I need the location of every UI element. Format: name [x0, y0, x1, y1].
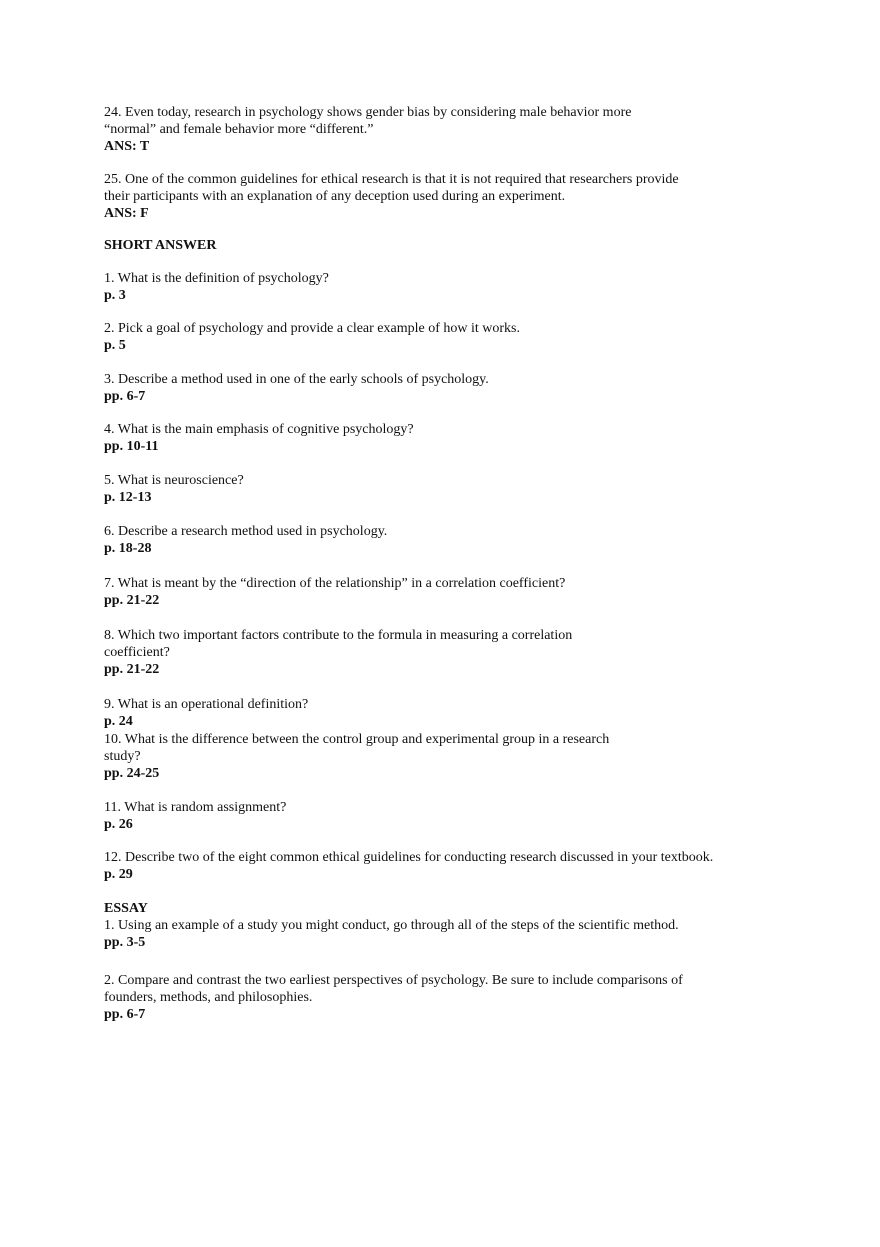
question-line: “normal” and female behavior more “different.” — [104, 122, 374, 137]
short-answer-item-4 — [104, 421, 754, 455]
short-answer-item-11 — [104, 799, 754, 833]
page-reference: p. 29 — [104, 867, 133, 882]
tf-question-25 — [104, 171, 754, 222]
section-heading: SHORT ANSWER — [104, 238, 217, 253]
question-line: 4. What is the main emphasis of cognitive psychology? — [104, 422, 414, 437]
page-reference: pp. 10-11 — [104, 439, 159, 454]
question-line: study? — [104, 749, 141, 764]
question-line: 12. Describe two of the eight common ethical guidelines for conducting research discussed in your textbook. — [104, 850, 714, 865]
page-reference: p. 26 — [104, 817, 133, 832]
short-answer-item-6 — [104, 523, 754, 557]
question-line: 1. Using an example of a study you might conduct, go through all of the steps of the scientific method. — [104, 918, 679, 933]
question-line: their participants with an explanation of any deception used during an experiment. — [104, 189, 566, 204]
short-answer-item-1 — [104, 270, 754, 304]
question-line: 5. What is neuroscience? — [104, 473, 244, 488]
question-line: founders, methods, and philosophies. — [104, 990, 313, 1005]
page-reference: p. 12-13 — [104, 490, 152, 505]
answer-key: ANS: F — [104, 206, 149, 221]
question-line: 2. Compare and contrast the two earliest perspectives of psychology. Be sure to include comparisons of — [104, 973, 683, 988]
section-heading: ESSAY — [104, 901, 148, 916]
question-line: 6. Describe a research method used in psychology. — [104, 524, 388, 539]
question-line: 1. What is the definition of psychology? — [104, 271, 329, 286]
page-reference: pp. 24-25 — [104, 766, 160, 781]
question-line: coefficient? — [104, 645, 170, 660]
question-line: 10. What is the difference between the control group and experimental group in a research — [104, 732, 610, 747]
page-reference: pp. 6-7 — [104, 1007, 146, 1022]
short-answer-item-9 — [104, 696, 754, 730]
page-reference: pp. 6-7 — [104, 389, 146, 404]
question-line: 24. Even today, research in psychology shows gender bias by considering male behavior more — [104, 105, 632, 120]
short-answer-item-8 — [104, 627, 754, 678]
short-answer-item-10 — [104, 731, 754, 782]
answer-key: ANS: T — [104, 139, 150, 154]
essay-section — [104, 900, 754, 951]
question-line: 9. What is an operational definition? — [104, 697, 309, 712]
page-reference: pp. 21-22 — [104, 593, 160, 608]
page-reference: pp. 3-5 — [104, 935, 146, 950]
short-answer-item-3 — [104, 371, 754, 405]
page-reference: p. 3 — [104, 288, 126, 303]
short-answer-item-2 — [104, 320, 754, 354]
short-answer-item-5 — [104, 472, 754, 506]
question-line: 7. What is meant by the “direction of the relationship” in a correlation coefficient? — [104, 576, 566, 591]
page-reference: p. 5 — [104, 338, 126, 353]
short-answer-item-12 — [104, 849, 754, 883]
tf-question-24 — [104, 104, 754, 155]
page-reference: p. 24 — [104, 714, 133, 729]
question-line: 11. What is random assignment? — [104, 800, 287, 815]
question-line: 8. Which two important factors contribute to the formula in measuring a correlation — [104, 628, 573, 643]
short-answer-section — [104, 237, 754, 254]
question-line: 2. Pick a goal of psychology and provide a clear example of how it works. — [104, 321, 521, 336]
essay-item-2 — [104, 972, 754, 1023]
question-line: 3. Describe a method used in one of the early schools of psychology. — [104, 372, 489, 387]
short-answer-item-7 — [104, 575, 754, 609]
question-line: 25. One of the common guidelines for ethical research is that it is not required that researchers provide — [104, 172, 679, 187]
page-reference: pp. 21-22 — [104, 662, 160, 677]
page-reference: p. 18-28 — [104, 541, 152, 556]
